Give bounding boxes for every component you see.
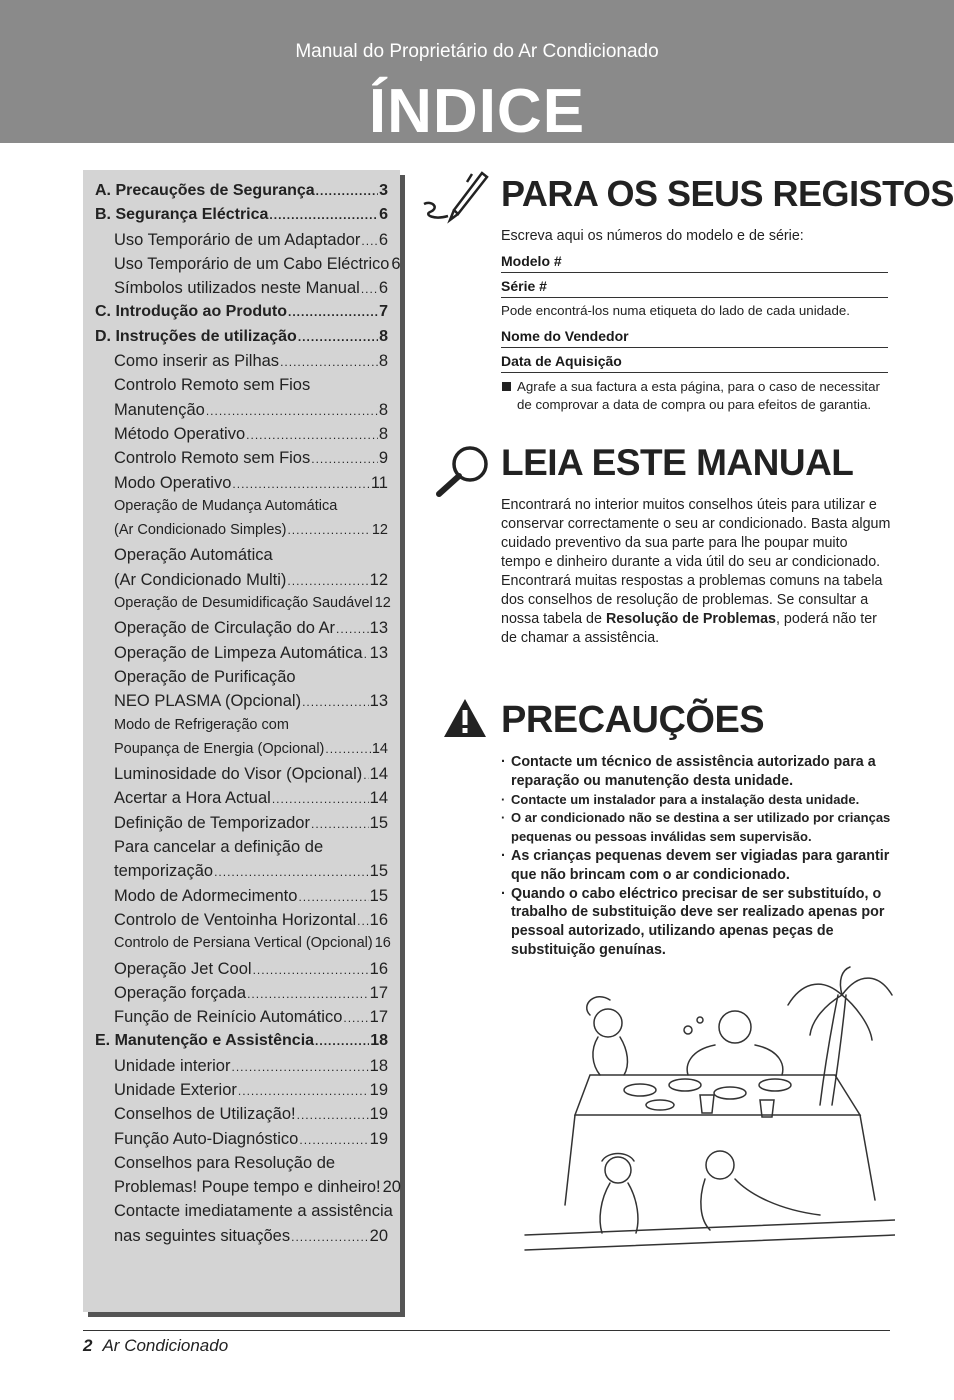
toc-entry [95,352,388,376]
toc-entry-label: NEO PLASMA (Opcional) [114,692,302,711]
toc-entry-page: 6 [379,206,388,224]
toc-entry-page: 16 [369,910,388,929]
toc-entry-label: Controlo Remoto sem Fios [114,376,311,395]
leia-body-bold: Resolução de Problemas [605,611,776,627]
toc-entry-page: 12 [369,570,388,589]
toc-entry-page: 8 [378,424,388,443]
toc-entry-label: Unidade Exterior [114,1080,237,1099]
manual-subtitle: Manual do Proprietário do Ar Condicionado [295,41,659,62]
toc-entry [95,425,388,449]
toc-entry-page: 17 [369,1008,388,1027]
toc-entry [95,595,391,619]
toc-entry [95,765,388,789]
toc-entry [95,546,388,570]
toc-dot-leader [343,1011,368,1025]
toc-entry [95,814,388,838]
toc-entry-label: Unidade interior [114,1056,231,1075]
toc-entry-label: Controlo Remoto sem Fios [114,449,311,468]
toc-entry-page: 19 [369,1105,388,1124]
toc-dot-leader [247,987,369,1001]
toc-entry [95,206,388,230]
leia-body-end: , poderá não ter de chamar a assistência. [501,611,877,646]
toc-entry-label: Conselhos para Resolução de [114,1153,336,1172]
toc-entry [95,741,388,765]
toc-entry [95,1081,388,1105]
toc-entry-label: C. Introdução ao Produto [95,303,287,321]
leia-body-text: Encontrará no interior muitos conselhos úteis para utilizar e conservar correctamente o seu ar condicionado. Basta algum cuidado preventivo da sua parte para lhe poupar muito tempo e dinheiro durante a vida útil do seu ar condicionado. Encontrará muitas respostas a problemas comuns na tabela dos conselhos de resolução de problemas. Se consultar a nossa tabela de [501,497,891,627]
toc-entry-page: 13 [369,619,388,638]
toc-entry-label: Símbolos utilizados neste Manual [114,279,360,298]
toc-entry-label: Operação de Limpeza Automática [114,643,363,662]
toc-entry-label: Modo Operativo [114,473,232,492]
precaucao-item: · O ar condicionado não se destina a ser utilizado por crianças pequenas ou pessoas inválidas sem supervisão. [501,809,896,847]
toc-entry-page: 6 [378,230,388,249]
toc-entry-label: Operação de Circulação do Ar [114,619,336,638]
toc-entry-page: 19 [369,1129,388,1148]
toc-dot-leader [311,817,369,831]
toc-entry [95,1227,388,1251]
leia-body [501,496,891,648]
toc-dot-leader [311,452,378,466]
toc-entry-label: Contacte imediatamente a assistência [114,1202,393,1221]
picnic-illustration [520,965,895,1265]
toc-entry-page: 9 [378,449,388,468]
toc-entry [95,862,388,886]
toc-entry [95,717,388,741]
toc-entry [95,668,388,692]
toc-entry-label: Operação Jet Cool [114,959,252,978]
toc-dot-leader [357,914,368,928]
precaucao-item: · Quando o cabo eléctrico precisar de ser substituído, o trabalho de substituição deve ser realizado apenas por pessoal autorizado, utilizando apenas peças de substituição genuínas. [501,885,896,960]
toc-entry-label: Uso Temporário de um Cabo Eléctrico [114,254,390,273]
toc-entry-label: Função de Reinício Automático [114,1008,343,1027]
toc-entry [95,1008,388,1032]
toc-dot-leader [272,792,369,806]
toc-entry [95,498,388,522]
toc-dot-leader [287,574,368,588]
toc-entry [95,522,388,546]
toc-dot-leader [298,330,378,344]
page-title: ÍNDICE [368,77,586,146]
toc-entry [95,254,401,279]
toc-entry-page: 18 [370,1032,388,1050]
toc-entry-label: Função Auto-Diagnóstico [114,1129,299,1148]
etiqueta-note: Pode encontrá-los numa etiqueta do lado de cada unidade. [501,303,850,318]
toc-entry [95,1057,388,1081]
toc-dot-leader [288,305,378,319]
serie-field: Série # [501,278,888,298]
toc-entry-label: Controlo de Persiana Vertical (Opcional) [114,935,373,952]
toc-entry-page: 8 [378,400,388,419]
toc-dot-leader [287,523,370,537]
toc-entry-page: 17 [369,983,388,1002]
toc-entry-label: Operação de Mudança Automática [114,497,338,514]
toc-entry [95,984,388,1008]
toc-dot-leader [361,234,377,248]
toc-dot-leader [291,1230,369,1244]
toc-entry-label: Definição de Temporizador [114,813,310,832]
toc-entry [95,960,388,984]
toc-entry-label: temporização [114,862,214,881]
toc-entry [95,911,388,935]
footer-label: Ar Condicionado [102,1336,229,1355]
toc-entry-page: 13 [369,692,388,711]
toc-entry [95,303,388,327]
toc-entry-label: Método Operativo [114,424,246,443]
toc-entry [95,692,388,716]
toc-entry-page: 12 [371,522,388,539]
toc-entry [95,231,388,255]
toc-entry-page: 7 [379,303,388,321]
toc-entry [95,789,388,813]
toc-entry [95,279,388,303]
modelo-field: Modelo # [501,253,888,273]
toc-entry-page: 13 [369,643,388,662]
toc-entry-label: Operação Automática [114,546,273,565]
toc-entry-label: Modo de Adormecimento [114,886,298,905]
toc-entry-page: 8 [378,352,388,371]
toc-entry [95,1130,388,1154]
toc-dot-leader [364,647,369,661]
toc-dot-leader [363,768,368,782]
toc-entry-label: (Ar Condicionado Multi) [114,570,287,589]
toc-entry-page: 8 [379,327,388,345]
registos-intro: Escreva aqui os números do modelo e de série: [501,228,804,244]
toc-entry-page: 20 [382,1178,401,1197]
toc-entry-label: Manutenção [114,400,205,419]
toc-entry [95,571,388,595]
toc-entry-label: Como inserir as Pilhas [114,352,280,371]
precaucao-item: · As crianças pequenas devem ser vigiadas para garantir que não brincam com o ar condicionado. [501,847,896,885]
toc-entry-page: 3 [379,182,388,199]
toc-entry [95,376,388,400]
toc-entry-page: 19 [369,1080,388,1099]
toc-entry [95,328,388,352]
toc-entry [95,935,391,959]
toc-dot-leader [214,865,369,879]
toc-dot-leader [231,1060,368,1074]
factura-text: Agrafe a sua factura a esta página, para o caso de necessitar de comprovar a data de compra ou para efeitos de garantia. [517,379,880,412]
pen-icon [420,170,492,226]
toc-dot-leader [298,890,368,904]
vendedor-field: Nome do Vendedor [501,328,888,348]
aquisicao-field: Data de Aquisição [501,353,888,373]
precaucoes-title: PRECAUÇÕES [501,699,765,741]
precaucao-item: · Contacte um técnico de assistência autorizado para a reparação ou manutenção desta unidade. [501,753,896,791]
toc-entry-label: Acertar a Hora Actual [114,789,271,808]
toc-entry-page: 15 [369,813,388,832]
toc-entry-label: Operação de Purificação [114,667,296,686]
toc-dot-leader [325,742,370,756]
toc-entry-label: Operação de Desumidificação Saudável [114,595,373,612]
toc-dot-leader [253,963,369,977]
toc-entry-label: (Ar Condicionado Simples) [114,522,287,539]
toc-dot-leader [232,477,369,491]
toc-entry-label: Poupança de Energia (Opcional) [114,740,325,757]
toc-entry-page: 15 [369,886,388,905]
factura-note [501,378,891,414]
precaucoes-list [501,753,896,960]
footer-divider [83,1330,890,1331]
precaucao-item: · Contacte um instalador para a instalação desta unidade. [501,791,896,810]
toc-entry-page: 14 [369,765,388,784]
toc-entry [95,619,388,643]
toc-entry-label: Uso Temporário de um Adaptador [114,230,361,249]
toc-entry-page: 6 [391,254,401,273]
toc-entry-label: nas seguintes situações [114,1226,291,1245]
toc-entry [95,838,388,862]
toc-entry-label: Problemas! Poupe tempo e dinheiro! [114,1178,381,1197]
toc-dot-leader [315,1034,369,1048]
warning-icon [442,697,488,739]
toc-entry-label: E. Manutenção e Assistência [95,1032,315,1050]
toc-entry [95,887,388,911]
toc-dot-leader [246,428,378,442]
toc-dot-leader [297,1108,369,1122]
toc-entry [95,644,388,668]
toc-entry-page: 15 [369,862,388,881]
toc-entry-label: Operação forçada [114,983,247,1002]
toc-entry [95,474,388,498]
toc-dot-leader [316,184,378,198]
toc-entry [95,182,388,206]
registos-title: PARA OS SEUS REGISTOS [501,173,954,214]
toc-entry-page: 16 [374,935,391,952]
page-number: 2 [83,1336,93,1355]
toc-entry-label: A. Precauções de Segurança [95,182,315,199]
toc-entry-page: 11 [370,473,388,492]
leia-title: LEIA ESTE MANUAL [501,442,854,483]
magnifier-icon [434,444,494,498]
toc-entry-label: Controlo de Ventoinha Horizontal [114,910,357,929]
toc-entry-page: 16 [369,959,388,978]
toc-entry [95,401,388,425]
toc-entry-label: D. Instruções de utilização [95,327,297,345]
toc-entry-page: 20 [369,1226,388,1245]
toc-entry-page: 12 [374,595,391,612]
toc-entry-label: Luminosidade do Visor (Opcional) [114,765,363,784]
page-footer [83,1336,228,1356]
table-of-contents [83,170,400,1312]
toc-entry [95,1202,393,1226]
toc-dot-leader [336,622,369,636]
toc-entry-label: Para cancelar a definição de [114,838,324,857]
toc-dot-leader [302,695,369,709]
toc-entry-page: 14 [369,789,388,808]
page-header [0,0,954,146]
square-bullet-icon [502,382,511,391]
toc-dot-leader [361,282,378,296]
toc-dot-leader [299,1133,368,1147]
toc-dot-leader [280,355,378,369]
toc-entry [95,1032,388,1056]
toc-dot-leader [206,404,378,418]
toc-entry-label: Conselhos de Utilização! [114,1105,296,1124]
toc-entry-label: Modo de Refrigeração com [114,716,289,733]
toc-entry [95,1178,401,1202]
toc-entry [95,1154,388,1178]
toc-entry [95,1105,388,1129]
toc-entry-page: 6 [378,279,388,298]
toc-dot-leader [238,1084,369,1098]
toc-entry-page: 14 [371,740,388,757]
toc-dot-leader [269,208,378,222]
toc-entry [95,449,388,473]
toc-entry-page: 18 [369,1056,388,1075]
toc-entry-label: B. Segurança Eléctrica [95,206,269,224]
